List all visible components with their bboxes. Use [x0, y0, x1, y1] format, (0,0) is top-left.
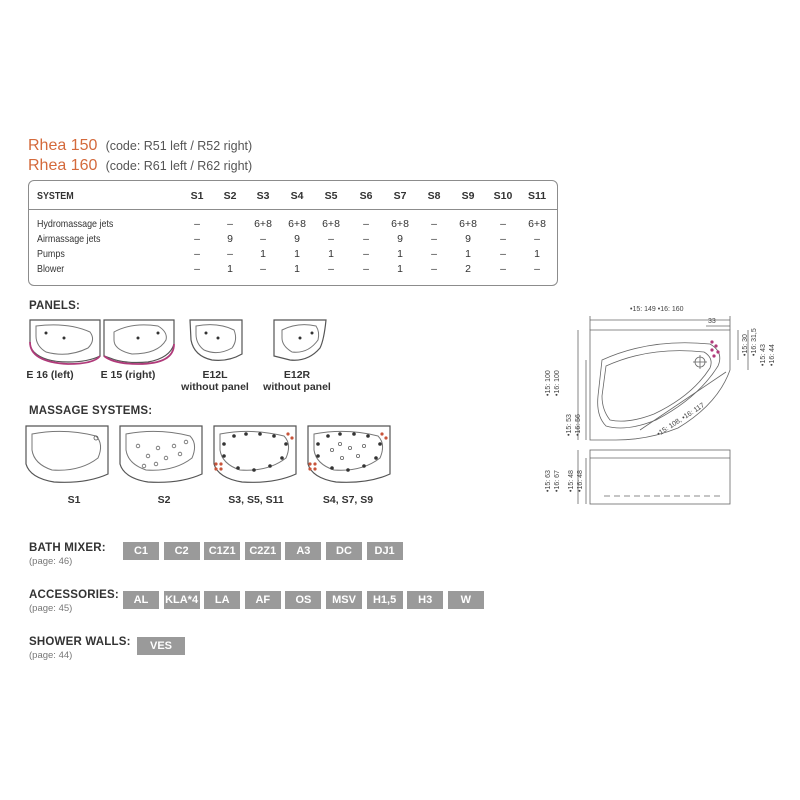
- table-cell: 1: [294, 248, 300, 260]
- dim-side-b: •16: 67: [554, 470, 561, 492]
- shower-walls-page: (page: 44): [29, 650, 73, 661]
- table-cell: 6+8: [391, 218, 409, 230]
- panel-e12l-drawing: [190, 320, 242, 360]
- table-cell: 1: [294, 263, 300, 275]
- massage-s4-drawing: [308, 426, 390, 482]
- dim-side-d: •16: 48: [577, 470, 584, 492]
- table-cell: 9: [227, 233, 233, 245]
- panel-code: E12L: [202, 369, 228, 381]
- code-badge-af: AF: [245, 591, 281, 609]
- massage-s2-drawing: [120, 426, 202, 482]
- table-cell: –: [431, 263, 437, 275]
- column-header-s10: S10: [493, 190, 513, 202]
- column-header-s1: S1: [190, 190, 204, 202]
- code-badge-msv: MSV: [326, 591, 362, 609]
- code-badge-a3: A3: [285, 542, 321, 560]
- panels-heading: PANELS:: [29, 300, 81, 312]
- model-name: Rhea 160: [28, 157, 98, 174]
- table-cell: –: [363, 248, 369, 260]
- code-badge-c2z1: C2Z1: [245, 542, 281, 560]
- table-cell: 1: [534, 248, 540, 260]
- massage-s3-drawing: [214, 426, 296, 482]
- title-rhea-150: [28, 137, 252, 155]
- table-cell: –: [363, 218, 369, 230]
- panel-caption-e12r: [263, 369, 331, 393]
- massage-s1-drawing: [26, 426, 108, 482]
- column-header-s3: S3: [256, 190, 270, 202]
- code-badge-h3: H3: [407, 591, 443, 609]
- table-divider: [29, 209, 557, 210]
- row-label: Pumps: [37, 248, 65, 260]
- table-cell: 9: [294, 233, 300, 245]
- table-cell: –: [431, 218, 437, 230]
- dim-side-c: •15: 48: [568, 470, 575, 492]
- code-badge-kla4: KLA*4: [164, 591, 200, 609]
- dim-right-b: •16: 31,5: [751, 328, 758, 356]
- table-cell: 1: [397, 263, 403, 275]
- table-cell: –: [363, 233, 369, 245]
- panel-caption-e15: [101, 369, 156, 381]
- code-badge-c1: C1: [123, 542, 159, 560]
- table-cell: 1: [328, 248, 334, 260]
- dim-inner-a: •15: 53: [566, 414, 573, 436]
- table-cell: 2: [465, 263, 471, 275]
- table-cell: –: [534, 263, 540, 275]
- dim-right-a: •15: 30: [742, 334, 749, 356]
- table-cell: 9: [465, 233, 471, 245]
- table-cell: –: [194, 263, 200, 275]
- dim-right-c: •15: 43: [760, 344, 767, 366]
- bath-mixer-page: (page: 46): [29, 556, 73, 567]
- column-header-s9: S9: [461, 190, 475, 202]
- code-badge-c1z1: C1Z1: [204, 542, 240, 560]
- model-code: (code: R61 left / R62 right): [105, 159, 253, 173]
- title-rhea-160: [28, 157, 252, 175]
- code-badge-w: W: [448, 591, 484, 609]
- technical-drawing: [540, 300, 780, 520]
- massage-heading: MASSAGE SYSTEMS:: [29, 405, 153, 417]
- accessories-heading: ACCESSORIES:: [29, 589, 119, 601]
- dim-side-a: •15: 63: [545, 470, 552, 492]
- system-header: SYSTEM: [37, 190, 74, 202]
- table-cell: 1: [465, 248, 471, 260]
- massage-caption-s3: S3, S5, S11: [228, 494, 284, 506]
- table-cell: 9: [397, 233, 403, 245]
- row-label: Airmassage jets: [37, 233, 101, 245]
- table-cell: 6+8: [254, 218, 272, 230]
- column-header-s8: S8: [427, 190, 441, 202]
- column-header-s6: S6: [359, 190, 373, 202]
- dim-diagonal: •15: 108, •16: 117: [656, 402, 706, 438]
- table-cell: 6+8: [528, 218, 546, 230]
- panel-note: without panel: [263, 381, 331, 393]
- bath-mixer-heading: BATH MIXER:: [29, 542, 106, 554]
- table-cell: –: [328, 233, 334, 245]
- column-header-s4: S4: [290, 190, 304, 202]
- table-cell: –: [363, 263, 369, 275]
- column-header-s7: S7: [393, 190, 407, 202]
- table-cell: 1: [397, 248, 403, 260]
- panel-caption-e12l: [181, 369, 249, 393]
- code-badge-dj1: DJ1: [367, 542, 403, 560]
- table-cell: –: [194, 218, 200, 230]
- column-header-s5: S5: [324, 190, 338, 202]
- model-code: (code: R51 left / R52 right): [105, 139, 253, 153]
- panels-illustrations: [28, 318, 348, 368]
- table-cell: –: [194, 248, 200, 260]
- table-cell: –: [500, 263, 506, 275]
- table-cell: –: [534, 233, 540, 245]
- shower-walls-heading: SHOWER WALLS:: [29, 636, 131, 648]
- code-badge-h15: H1,5: [367, 591, 403, 609]
- column-header-s2: S2: [223, 190, 237, 202]
- massage-caption-s2: S2: [157, 494, 171, 506]
- system-table: [28, 180, 558, 286]
- massage-illustrations: [24, 424, 404, 486]
- table-cell: –: [500, 248, 506, 260]
- table-cell: –: [260, 233, 266, 245]
- code-badge-dc: DC: [326, 542, 362, 560]
- accessories-page: (page: 45): [29, 603, 73, 614]
- table-cell: –: [227, 248, 233, 260]
- panel-e15-drawing: [104, 320, 174, 364]
- row-label: Hydromassage jets: [37, 218, 114, 230]
- panel-note: without panel: [181, 381, 249, 393]
- massage-caption-s4: S4, S7, S9: [322, 494, 374, 506]
- massage-caption-s1: S1: [67, 494, 81, 506]
- row-label: Blower: [37, 263, 65, 275]
- table-cell: –: [500, 233, 506, 245]
- dim-left-b: •16: 100: [554, 370, 561, 396]
- table-cell: –: [328, 263, 334, 275]
- code-badge-os: OS: [285, 591, 321, 609]
- code-badge-al: AL: [123, 591, 159, 609]
- table-cell: 1: [227, 263, 233, 275]
- code-badge-c2: C2: [164, 542, 200, 560]
- model-name: Rhea 150: [28, 137, 98, 154]
- table-cell: –: [227, 218, 233, 230]
- table-cell: –: [431, 233, 437, 245]
- panel-e16-drawing: [30, 320, 100, 364]
- table-cell: –: [260, 263, 266, 275]
- panel-e12r-drawing: [274, 320, 326, 360]
- column-header-s11: S11: [527, 190, 547, 202]
- dim-left-a: •15: 100: [545, 370, 552, 396]
- table-cell: 1: [260, 248, 266, 260]
- dim-33: 33: [708, 318, 716, 325]
- panel-caption-e16: [26, 369, 73, 381]
- table-cell: 6+8: [322, 218, 340, 230]
- panel-code: E 16 (left): [26, 369, 74, 381]
- table-cell: –: [194, 233, 200, 245]
- dim-right-d: •16: 44: [769, 344, 776, 366]
- table-cell: 6+8: [288, 218, 306, 230]
- dim-inner-b: •16: 56: [575, 414, 582, 436]
- panel-code: E 15 (right): [100, 369, 156, 381]
- table-cell: 6+8: [459, 218, 477, 230]
- code-badge-la: LA: [204, 591, 240, 609]
- code-badge-ves: VES: [137, 637, 185, 655]
- table-cell: –: [500, 218, 506, 230]
- dim-top-width: •15: 149 •16: 160: [630, 306, 684, 313]
- table-cell: –: [431, 248, 437, 260]
- panel-code: E12R: [283, 369, 311, 381]
